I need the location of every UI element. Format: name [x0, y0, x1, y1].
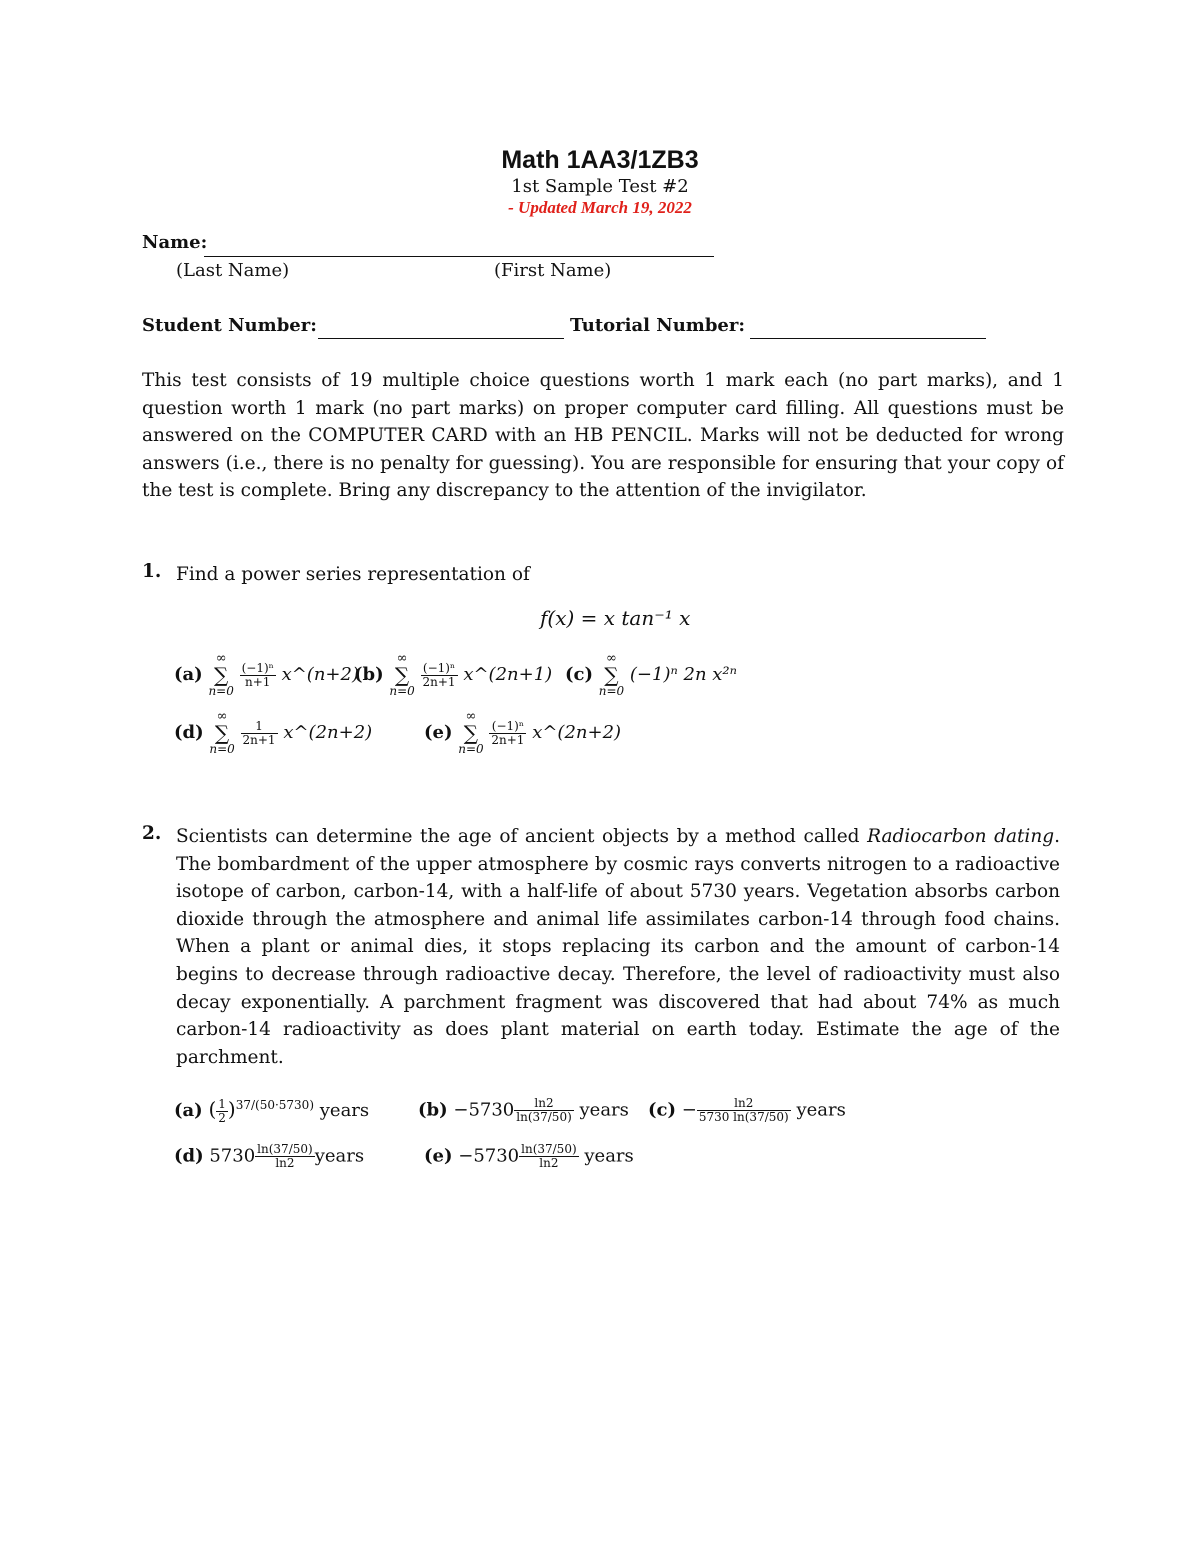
- q1-option-a-label: (a): [174, 664, 203, 685]
- q2-option-d[interactable]: (d) 5730 $\frac{\ln(37/50)}{\ln 2}$ years: [174, 1142, 365, 1170]
- q2-option-b[interactable]: (b) −5730 $\frac{\ln 2}{\ln(37/50)}$ years: [418, 1096, 629, 1124]
- q1-option-d[interactable]: [174, 710, 372, 756]
- q1-option-e-label: (e): [424, 722, 453, 743]
- q1-option-a[interactable]: [174, 652, 359, 698]
- q1-a-fraction: $\frac{\text{(−1)ⁿ}}{n+1}$: [241, 660, 274, 689]
- q1-e-power: x^(2n+2): [532, 722, 622, 743]
- summation-symbol: ∞ ∑ n=0: [598, 651, 625, 698]
- q1-option-d-label: (d): [174, 722, 204, 743]
- summation-symbol: ∞ ∑ n=0: [389, 651, 415, 698]
- q1-b-fraction: $\frac{\text{(−1)ⁿ}}{2n+1}$: [422, 660, 456, 689]
- summation-symbol: ∞ ∑ n=0: [209, 709, 235, 756]
- page-subtitle: 1st Sample Test #2: [511, 176, 689, 197]
- q1-d-power: x^(2n+2): [283, 722, 373, 743]
- radiocarbon-term: Radiocarbon dating: [867, 826, 1055, 847]
- q2-option-c-label: (c): [648, 1099, 676, 1121]
- instructions-paragraph: This test consists of 19 multiple choice questions worth 1 mark each (no part marks), and 1 question worth 1 mark (no part marks) on proper computer card filling. All questions must be answered on the COMPUTER CARD with an HB PENCIL. Marks will not be deducted for wrong answers (i.e., there is no penalty for guessing). You are responsible for ensuring that your copy of the test is complete. Bring any discrepancy to the attention of the invigilator.: [142, 370, 1064, 502]
- question-1-prompt: Find a power series representation of: [176, 564, 530, 585]
- summation-symbol: ∞ ∑ n=0: [458, 709, 484, 756]
- last-name-hint: (Last Name): [176, 260, 290, 281]
- tutorial-number-line[interactable]: [750, 338, 986, 339]
- q1-option-b[interactable]: [354, 652, 552, 698]
- summation-symbol: ∞ ∑ n=0: [208, 651, 234, 698]
- q1-e-fraction: $\frac{\text{(−1)ⁿ}}{2n+1}$: [491, 718, 525, 747]
- q1-b-power: x^(2n+1): [463, 664, 553, 685]
- page-title: Math 1AA3/1ZB3: [501, 146, 699, 174]
- tutorial-number-label: Tutorial Number:: [570, 315, 745, 336]
- q2-option-a-label: (a): [174, 1100, 203, 1121]
- q2-a-exponent: 37/(50·5730): [235, 1098, 315, 1112]
- question-2-number: 2.: [142, 823, 162, 844]
- q2-option-d-label: (d): [174, 1145, 204, 1167]
- q1-option-e[interactable]: [424, 710, 621, 756]
- student-number-line[interactable]: [318, 338, 564, 339]
- q2-option-b-label: (b): [418, 1099, 448, 1121]
- first-name-hint: (First Name): [494, 260, 612, 281]
- q1-option-c[interactable]: [565, 652, 737, 698]
- student-number-label: Student Number:: [142, 315, 317, 336]
- name-line[interactable]: [204, 256, 714, 257]
- question-2-text: Scientists can determine the age of ancient objects by a method called Radiocarbon dating. The bombardment of the upper atmosphere by cosmic rays converts nitrogen to a radioactive isotope of carbon, carbon-14, with a half-life of about 5730 years. Vegetation absorbs carbon dioxide through the atmosphere and animal life assimilates carbon-14 through food chains. When a plant or animal dies, it stops replacing its carbon and the amount of carbon-14 begins to decrease through radioactive decay. Therefore, the level of radioactivity must also decay exponentially. A parchment fragment was discovered that had about 74% as much carbon-14 radioactivity as does plant material on earth today. Estimate the age of the parchment.: [176, 826, 1060, 1068]
- updated-note: - Updated March 19, 2022: [508, 198, 692, 217]
- question-1-number: 1.: [142, 561, 162, 582]
- q2-option-a[interactable]: (a) ( $\frac{1}{2}$ )$^{37/(50\cdot 5730)}$ years: [174, 1096, 370, 1125]
- q1-option-b-label: (b): [354, 664, 384, 685]
- name-label: Name:: [142, 232, 208, 253]
- q1-c-expression: (−1)ⁿ 2n x²ⁿ: [629, 664, 737, 685]
- q1-a-power: x^(n+2): [281, 664, 359, 685]
- question-1-function: f(x) = x tan⁻¹ x: [540, 606, 691, 630]
- q1-option-c-label: (c): [565, 664, 593, 685]
- q2-option-c[interactable]: (c) − $\frac{\ln 2}{5730 \ln(37/50)}$ years: [648, 1096, 846, 1124]
- q1-d-fraction: $\frac{1}{2n+1}$: [242, 718, 276, 747]
- q2-option-e[interactable]: (e) −5730 $\frac{\ln(37/50)}{\ln 2}$ years: [424, 1142, 634, 1170]
- q2-option-e-label: (e): [424, 1145, 453, 1167]
